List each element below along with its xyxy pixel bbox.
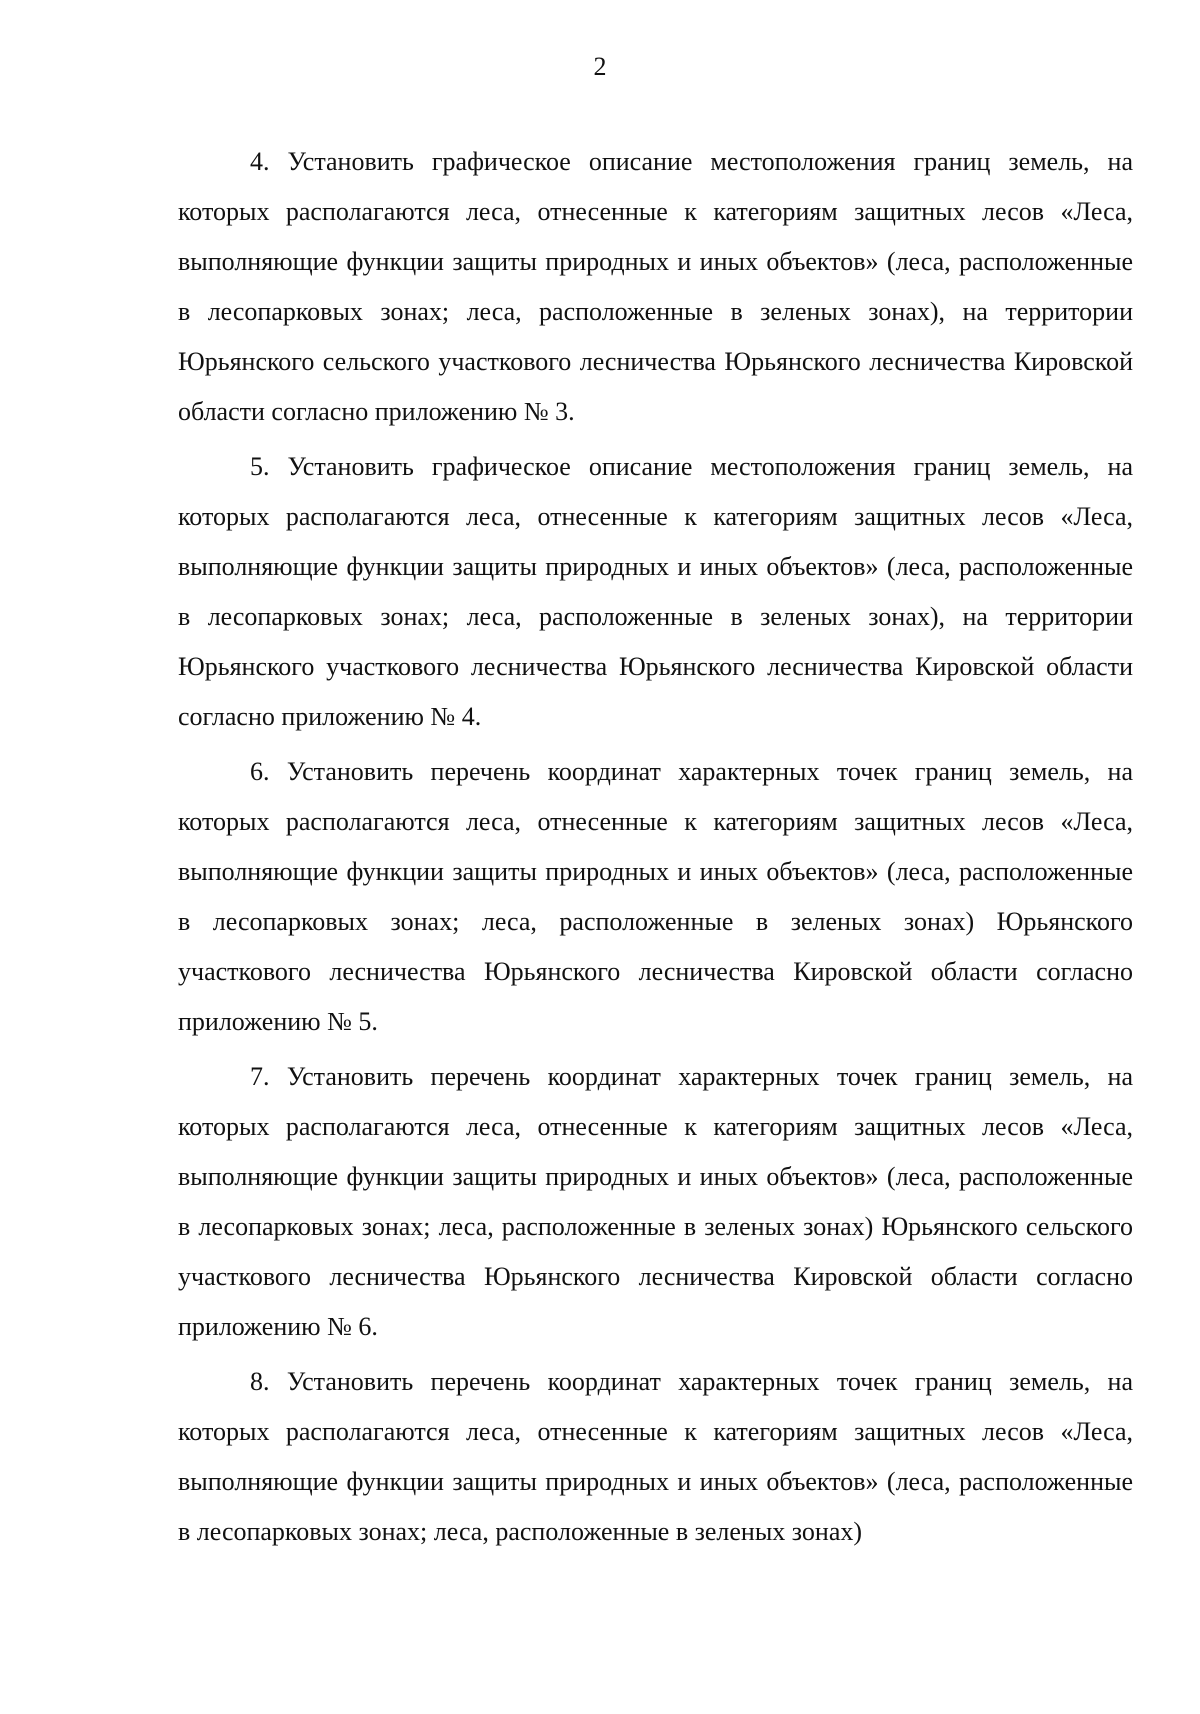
paragraph-6: 6. Установить перечень координат характерных точек границ земель, на которых располагаются леса, отнесенные к категориям защитных лесов «Леса, выполняющие функции защиты природных и иных объектов» (леса, расположенные в лесопарковых зонах; леса, расположенные в зеленых зонах) Юрьянского участкового лесничества Юрьянского лесничества Кировской области согласно приложению № 5. <box>178 757 1133 1036</box>
paragraph-8: 8. Установить перечень координат характерных точек границ земель, на которых располагаются леса, отнесенные к категориям защитных лесов «Леса, выполняющие функции защиты природных и иных объектов» (леса, расположенные в лесопарковых зонах; леса, расположенные в зеленых зонах) <box>178 1367 1133 1546</box>
paragraph-4: 4. Установить графическое описание местоположения границ земель, на которых располагаются леса, отнесенные к категориям защитных лесов «Леса, выполняющие функции защиты природных и иных объектов» (леса, расположенные в лесопарковых зонах; леса, расположенные в зеленых зонах), на территории Юрьянского сельского участкового лесничества Юрьянского лесничества Кировской области согласно приложению № 3. <box>178 147 1133 426</box>
paragraph-7: 7. Установить перечень координат характерных точек границ земель, на которых располагаются леса, отнесенные к категориям защитных лесов «Леса, выполняющие функции защиты природных и иных объектов» (леса, расположенные в лесопарковых зонах; леса, расположенные в зеленых зонах) Юрьянского сельского участкового лесничества Юрьянского лесничества Кировской области согласно приложению № 6. <box>178 1062 1133 1341</box>
page-number: 2 <box>593 52 607 81</box>
paragraph-5: 5. Установить графическое описание местоположения границ земель, на которых располагаются леса, отнесенные к категориям защитных лесов «Леса, выполняющие функции защиты природных и иных объектов» (леса, расположенные в лесопарковых зонах; леса, расположенные в зеленых зонах), на территории Юрьянского участкового лесничества Юрьянского лесничества Кировской области согласно приложению № 4. <box>178 452 1133 731</box>
document-body <box>178 137 1133 1562</box>
